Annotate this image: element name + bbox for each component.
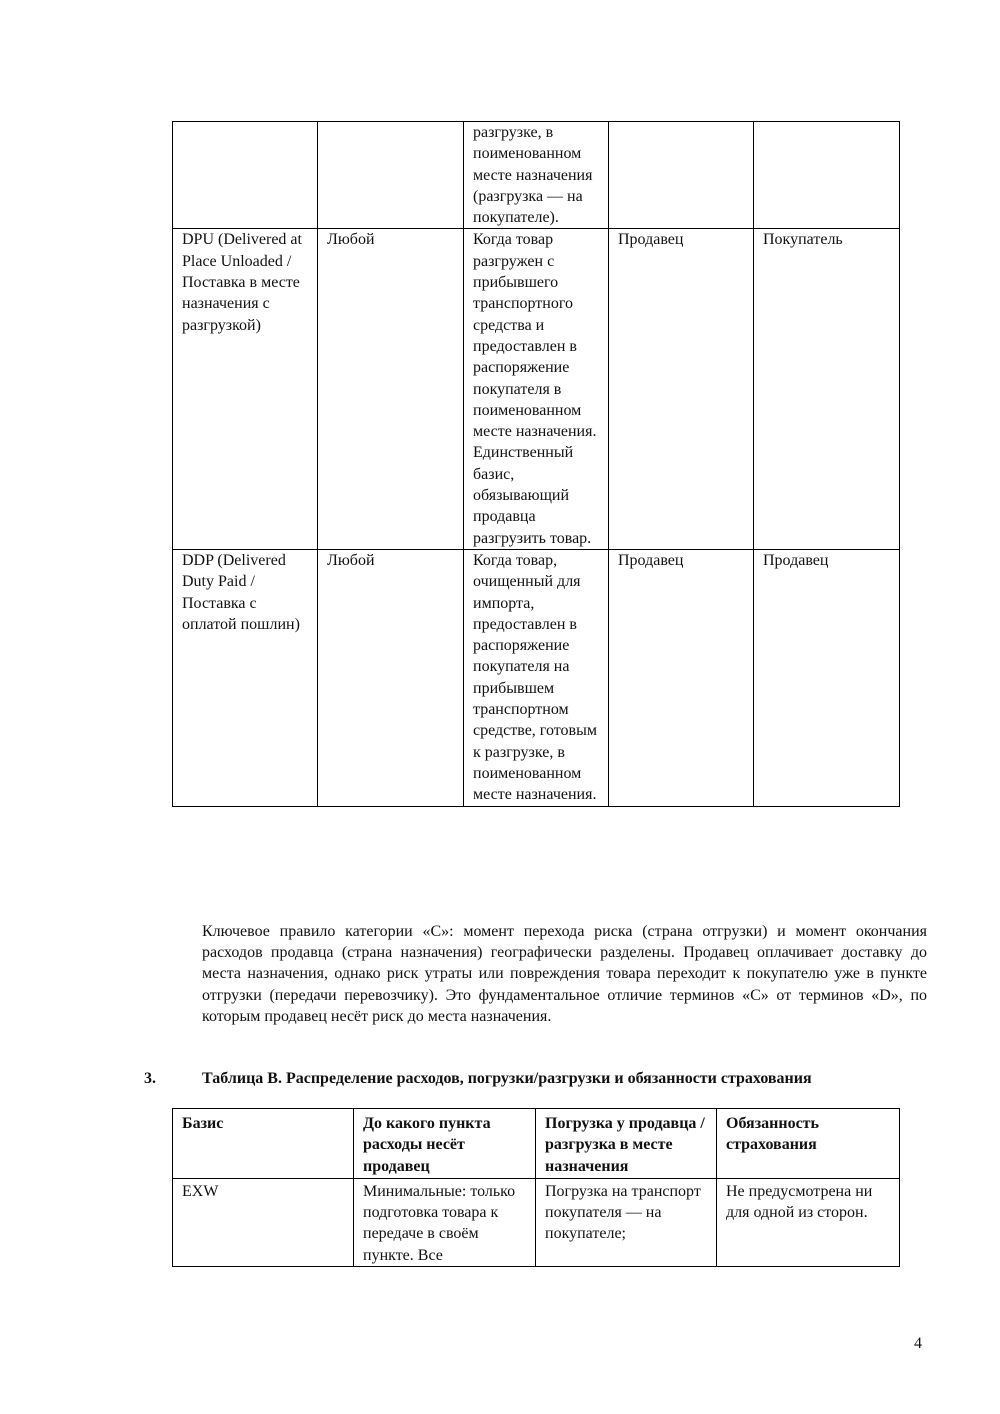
table-cell-transport: Любой (318, 229, 464, 549)
section-title: Таблица B. Распределение расходов, погрузки/разгрузки и обязанности страхования (202, 1070, 812, 1087)
table-cell-risk-transfer: Когда товар, очищенный для импорта, предоставлен в распоряжение покупателя на прибывшем транспортном средстве, готовым к разгрузке, в поименованном месте назначения. (464, 549, 609, 806)
table-row (173, 1178, 900, 1266)
table-cell-loading: Погрузка на транспорт покупателя — на покупателе; (536, 1178, 717, 1266)
incoterms-risk-table (172, 121, 900, 807)
page-number: 4 (914, 1335, 922, 1352)
table-row (173, 549, 900, 806)
table-cell-insurance: Не предусмотрена ни для одной из сторон. (717, 1178, 900, 1266)
table-cell-risk-transfer: разгрузке, в поименованном месте назначения (разгрузка — на покупателе). (464, 122, 609, 229)
table-cell-col5: Покупатель (754, 229, 900, 549)
table-cell-risk-transfer: Когда товар разгружен с прибывшего транспортного средства и предоставлен в распоряжение покупателя в поименованном месте назначения. Единственный базис, обязывающий продавца разгрузить товар. (464, 229, 609, 549)
section-number: 3. (144, 1070, 156, 1087)
section-heading (144, 1068, 944, 1089)
table-cell-basis: DDP (Delivered Duty Paid / Поставка с оплатой пошлин) (173, 549, 318, 806)
table-cell-transport (318, 122, 464, 229)
column-header-costs: До какого пункта расходы несёт продавец (354, 1109, 536, 1179)
table-row (173, 229, 900, 549)
column-header-loading: Погрузка у продавца / разгрузка в месте назначения (536, 1109, 717, 1179)
table-cell-basis: EXW (173, 1178, 354, 1266)
table-row (173, 122, 900, 229)
table-cell-transport: Любой (318, 549, 464, 806)
table-cell-col4 (609, 122, 754, 229)
table-header-row (173, 1109, 900, 1179)
table-cell-col4: Продавец (609, 229, 754, 549)
table-cell-basis: DPU (Delivered at Place Unloaded / Поставка в месте назначения с разгрузкой) (173, 229, 318, 549)
table-cell-basis (173, 122, 318, 229)
table-cell-costs: Минимальные: только подготовка товара к передаче в своём пункте. Все (354, 1178, 536, 1266)
column-header-basis: Базис (173, 1109, 354, 1179)
table-cell-col5 (754, 122, 900, 229)
table-cell-col4: Продавец (609, 549, 754, 806)
column-header-insurance: Обязанность страхования (717, 1109, 900, 1179)
body-paragraph: Ключевое правило категории «C»: момент перехода риска (страна отгрузки) и момент окончания расходов продавца (страна назначения) географически разделены. Продавец оплачивает доставку до места назначения, однако риск утраты или повреждения товара переходит к покупателю уже в пункте отгрузки (передачи перевозчику). Это фундаментальное отличие терминов «C» от терминов «D», по которым продавец несёт риск до места назначения. (202, 923, 927, 1025)
table-cell-col5: Продавец (754, 549, 900, 806)
costs-insurance-table (172, 1108, 900, 1267)
